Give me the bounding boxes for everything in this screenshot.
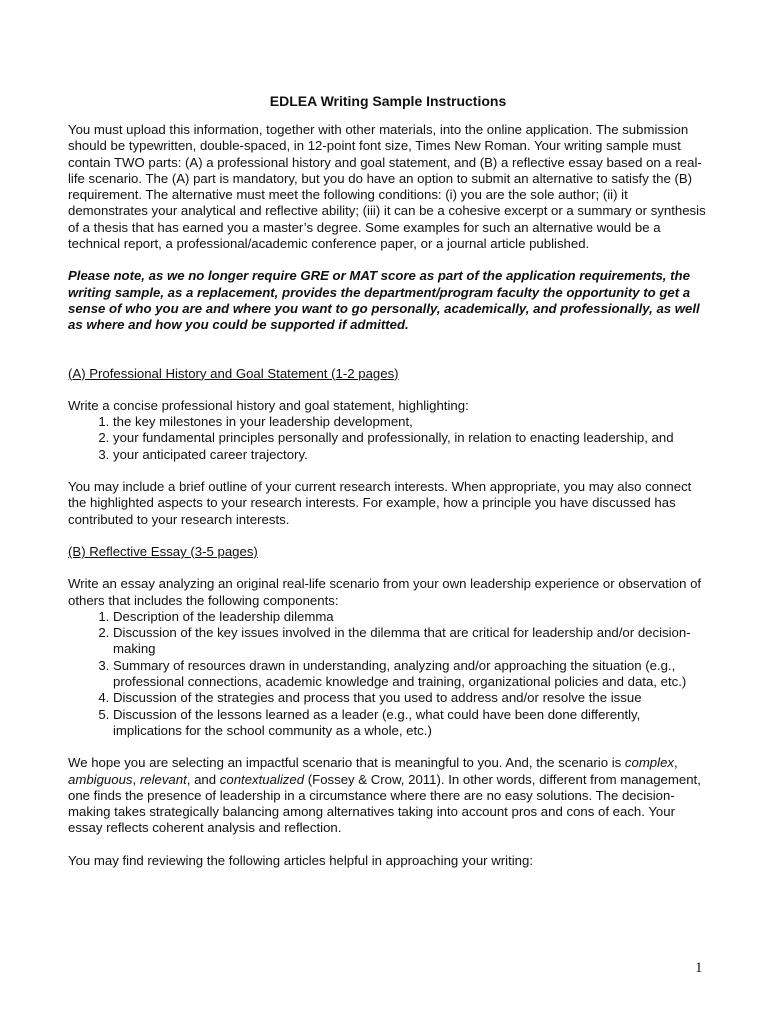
term-contextualized: contextualized [219,771,305,787]
list-item: 2. Discussion of the key issues involved in the dilemma that are critical for leadership and/or decision-making [113,625,708,658]
list-item: 3. your anticipated career trajectory. [113,447,708,463]
section-b-heading: (B) Reflective Essay (3-5 pages) [68,543,258,559]
list-item: 1. Description of the leadership dilemma [113,609,708,625]
closing-paragraph: You may find reviewing the following articles helpful in approaching your writing: [68,852,533,868]
section-a-paragraph: You may include a brief outline of your current research interests. When appropriate, you may also connect the highlighted aspects to your research interests. For example, how a principle you have discussed has contributed to your research interests. [68,479,692,527]
section-a-list-intro: Write a concise professional history and goal statement, highlighting: [68,397,469,413]
list-item: 3. Summary of resources drawn in understanding, analyzing and/or approaching the situation (e.g., professional connections, academic knowledge and training, organizational policies and data, etc.) [113,658,708,691]
list-item: 4. Discussion of the strategies and process that you used to address and/or resolve the issue [113,690,708,706]
hope-text-2: (Fossey & Crow, 2011). In other words, different from management, one finds the presence of leadership in a circumstance where there are no easy solutions. The decision-making takes strategically balancing among alternatives taking into account pros and cons of each. Your essay reflects coherent analysis and reflection. [68,771,701,836]
separator: , and [186,771,220,787]
hope-text-1: We hope you are selecting an impactful scenario that is meaningful to you. And, the scenario is [68,755,625,771]
list-item: 5. Discussion of the lessons learned as a leader (e.g., what could have been done differently, implications for the school community as a whole, etc.) [113,707,708,740]
separator: , [132,771,140,787]
intro-paragraph: You must upload this information, together with other materials, into the online application. The submission should be typewritten, double-spaced, in 12-point font size, Times New Roman. Your writing sample must contain TWO parts: (A) a professional history and goal statement, and (B) a reflective essay based on a real-life scenario. The (A) part is mandatory, but you do have an option to submit an alternative to satisfy the (B) requirement. The alternative must meet the following conditions: (i) you are the sole author; (ii) it demonstrates your analytical and reflective ability; (iii) it can be a cohesive excerpt or a summary or synthesis of a thesis that has earned you a master’s degree. Some examples for such an alternative would be a technical report, a professional/academic conference paper, or a journal article published. [68,122,706,252]
document-body [68,92,708,885]
section-a-heading: (A) Professional History and Goal Statement (1-2 pages) [68,365,399,381]
list-item: 1. the key milestones in your leadership development, [113,414,708,430]
term-relevant: relevant [139,771,187,787]
list-item: 2. your fundamental principles personally and professionally, in relation to enacting leadership, and [113,430,708,446]
page-number: 1 [695,960,703,976]
note-paragraph: Please note, as we no longer require GRE or MAT score as part of the application requirements, the writing sample, as a replacement, provides the department/program faculty the opportunity to get a sense of who you are and where you want to go personally, academically, and professionally, as well as where and how you could be supported if admitted. [68,268,700,333]
section-b-list-intro: Write an essay analyzing an original real-life scenario from your own leadership experience or observation of others that includes the following components: [68,576,702,608]
section-b-list [68,609,708,739]
separator: , [674,755,678,771]
spacer [68,350,708,366]
term-complex: complex [624,755,674,771]
section-a-list [68,414,708,463]
hope-paragraph [68,755,708,836]
term-ambiguous: ambiguous [68,771,133,787]
page-title: EDLEA Writing Sample Instructions [269,93,507,109]
